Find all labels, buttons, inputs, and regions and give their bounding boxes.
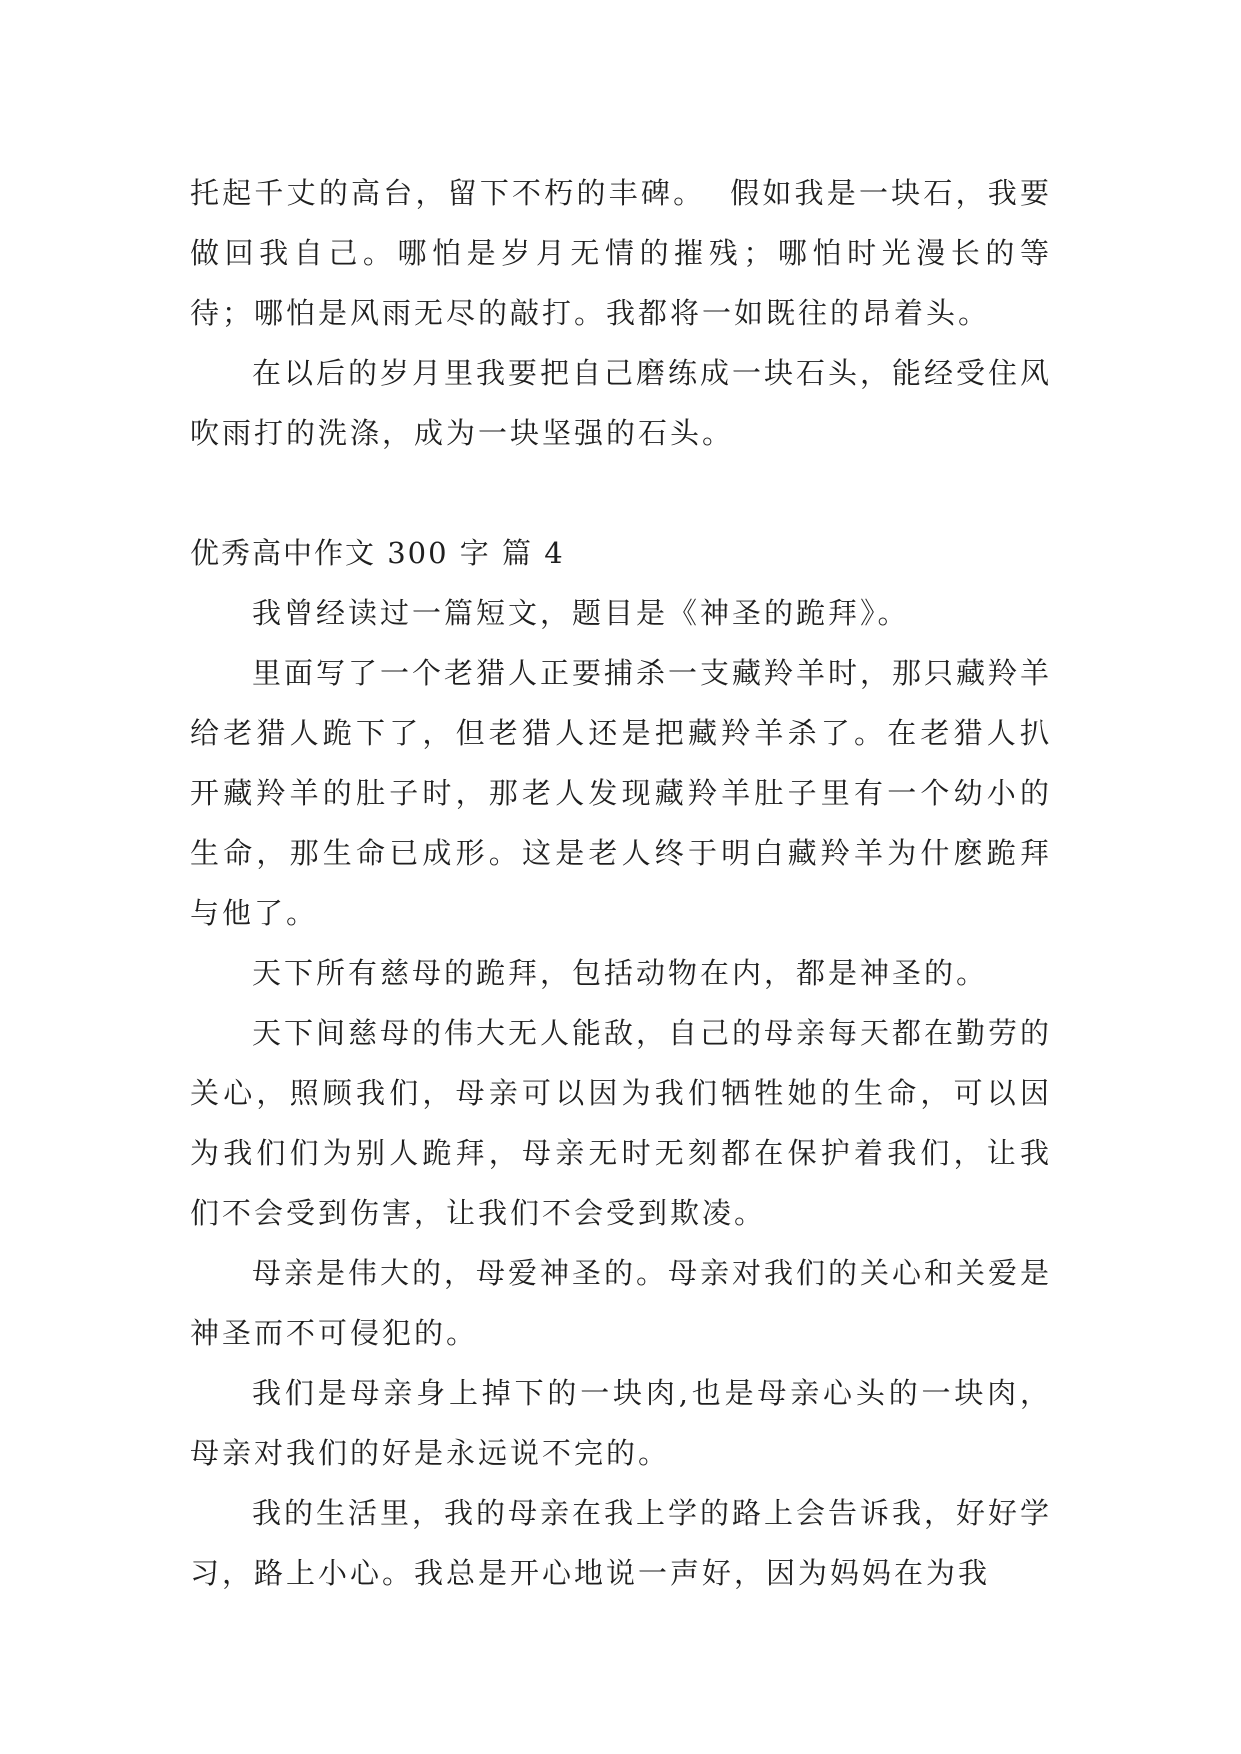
paragraph-intro-1: 托起千丈的高台，留下不朽的丰碑。 假如我是一块石，我要做回我自己。哪怕是岁月无情的摧残；哪怕时光漫长的等待；哪怕是风雨无尽的敲打。我都将一如既往的昂着头。: [190, 176, 1052, 330]
paragraph-7: 我的生活里，我的母亲在我上学的路上会告诉我，好好学习，路上小心。我总是开心地说一声好，因为妈妈在为我: [190, 1496, 1053, 1590]
section-spacer: [190, 463, 1052, 523]
paragraph-6: 我们是母亲身上掉下的一块肉,也是母亲心头的一块肉，母亲对我们的好是永远说不完的。: [190, 1376, 1052, 1470]
paragraph-5: 母亲是伟大的，母爱神圣的。母亲对我们的关心和关爱是神圣而不可侵犯的。: [190, 1256, 1053, 1350]
paragraph-intro-2: 在以后的岁月里我要把自己磨练成一块石头，能经受住风吹雨打的洗涤，成为一块坚强的石头。: [190, 356, 1053, 450]
paragraph-2: 里面写了一个老猎人正要捕杀一支藏羚羊时，那只藏羚羊给老猎人跪下了，但老猎人还是把藏羚羊杀了。在老猎人扒开藏羚羊的肚子时，那老人发现藏羚羊肚子里有一个幼小的生命，那生命已成形。这是老人终于明白藏羚羊为什麽跪拜与他了。: [190, 656, 1053, 930]
paragraph-3: 天下所有慈母的跪拜，包括动物在内，都是神圣的。: [252, 956, 989, 990]
section-title: 优秀高中作文 300 字 篇 4: [190, 536, 565, 570]
paragraph-1: 我曾经读过一篇短文，题目是《神圣的跪拜》。: [252, 596, 910, 630]
document-page: [190, 163, 1052, 1603]
paragraph-4: 天下间慈母的伟大无人能敌，自己的母亲每天都在勤劳的关心，照顾我们，母亲可以因为我们牺牲她的生命，可以因为我们们为别人跪拜，母亲无时无刻都在保护着我们，让我们不会受到伤害，让我们不会受到欺凌。: [190, 1016, 1053, 1230]
